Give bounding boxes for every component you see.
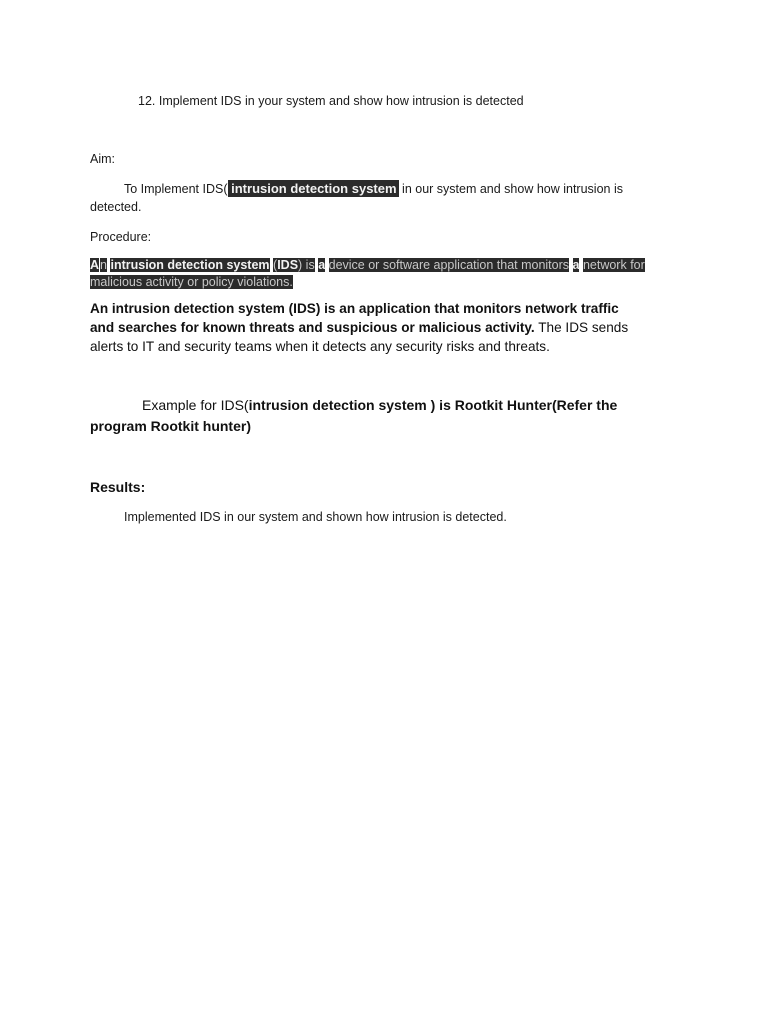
proc-hl-rest3: network for bbox=[582, 258, 645, 272]
procedure-label bbox=[90, 230, 151, 244]
example-line-2 bbox=[90, 418, 251, 434]
aim-label bbox=[90, 152, 115, 166]
proc-hl-rest2: device or software application that monitors bbox=[328, 258, 570, 272]
definition-line-3 bbox=[90, 339, 550, 354]
aim-line-1 bbox=[124, 181, 623, 196]
example-bold: intrusion detection system ) is Rootkit Hunter(Refer the bbox=[248, 397, 618, 413]
example-line-1 bbox=[142, 397, 617, 413]
results-text-content: Implemented IDS in our system and shown how intrusion is detected. bbox=[124, 510, 507, 524]
procedure-highlight-line-1 bbox=[90, 257, 645, 273]
definition-line-3-text: alerts to IT and security teams when it detects any security risks and threats. bbox=[90, 339, 550, 354]
results-label bbox=[90, 479, 145, 495]
aim-line-1-post: in our system and show how intrusion is bbox=[398, 182, 623, 196]
proc-hl-n: n bbox=[100, 258, 107, 272]
definition-line-2 bbox=[90, 320, 628, 335]
definition-line-2-normal: The IDS sends bbox=[534, 320, 629, 335]
example-line-2-text: program Rootkit hunter) bbox=[90, 418, 251, 434]
proc-hl-rest1: ) is bbox=[298, 258, 315, 272]
heading-text: 12. Implement IDS in your system and show how intrusion is detected bbox=[138, 94, 524, 108]
definition-line-1 bbox=[90, 301, 619, 316]
proc-hl-term: intrusion detection system bbox=[110, 258, 270, 272]
definition-line-1-text: An intrusion detection system (IDS) is an application that monitors network traffic bbox=[90, 301, 619, 316]
proc-hl-line-2-text: malicious activity or policy violations. bbox=[90, 275, 293, 289]
proc-hl-a3: a bbox=[572, 258, 580, 272]
results-label-text: Results: bbox=[90, 479, 146, 495]
procedure-highlight-line-2 bbox=[90, 274, 293, 290]
heading bbox=[138, 94, 524, 108]
proc-hl-paren: ( bbox=[273, 258, 278, 272]
aim-line-2-text: detected. bbox=[90, 200, 142, 214]
proc-hl-ids: IDS bbox=[277, 258, 299, 272]
aim-highlight-term: intrusion detection system bbox=[227, 181, 397, 196]
aim-line-2 bbox=[90, 200, 141, 214]
aim-line-1-pre: To Implement IDS( bbox=[124, 182, 228, 196]
proc-hl-a2: a bbox=[318, 258, 326, 272]
definition-line-2-bold: and searches for known threats and suspicious or malicious activity. bbox=[90, 320, 535, 335]
proc-hl-a: A bbox=[90, 258, 100, 272]
results-text bbox=[124, 510, 507, 524]
aim-label-text: Aim: bbox=[90, 152, 115, 166]
example-pre: Example for IDS( bbox=[142, 397, 249, 413]
procedure-label-text: Procedure: bbox=[90, 230, 152, 244]
